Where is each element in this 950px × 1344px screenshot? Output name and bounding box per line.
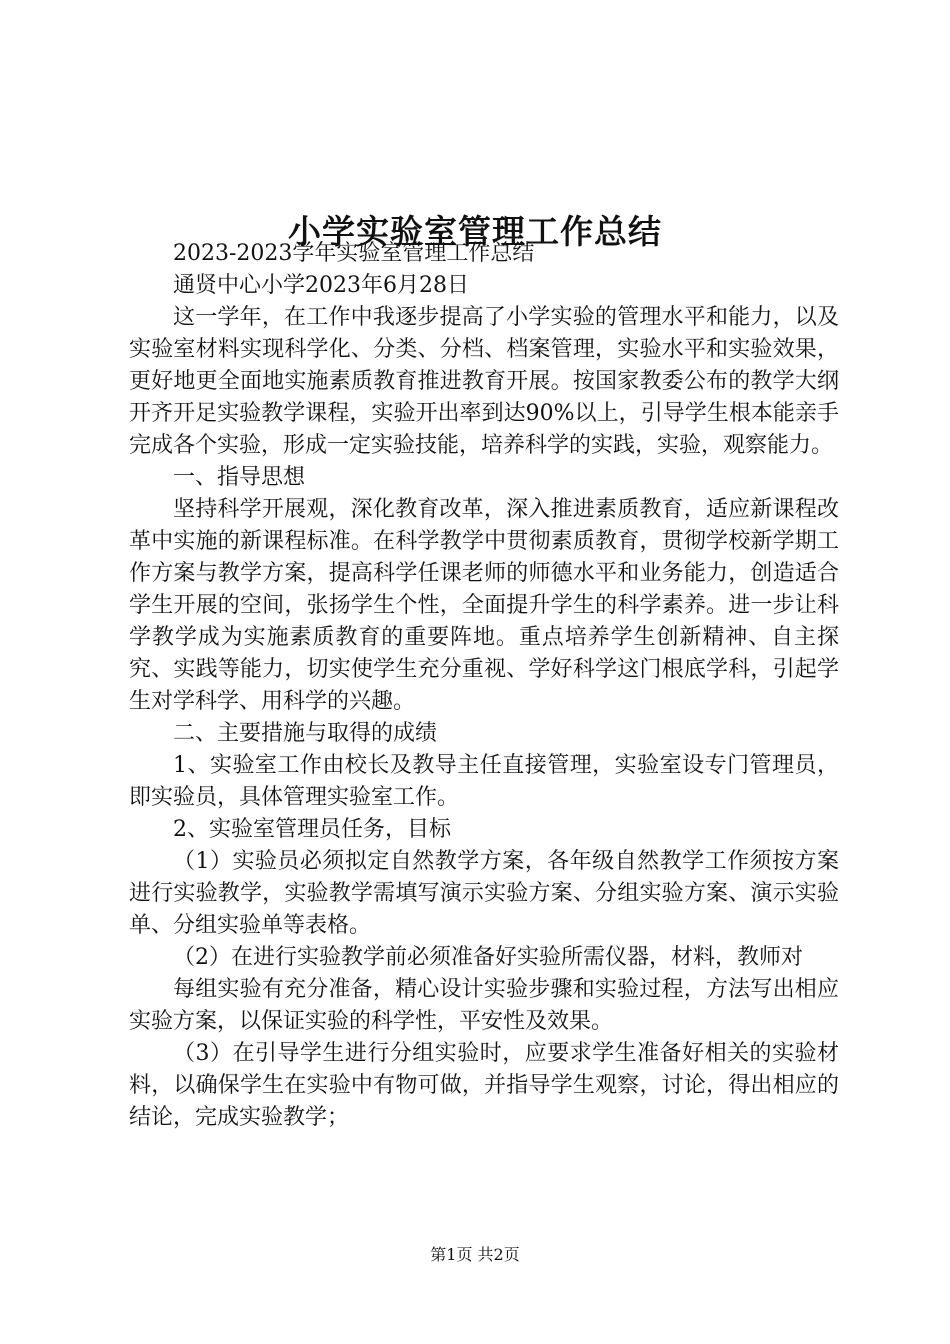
intro-paragraph: 这一学年，在工作中我逐步提高了小学实验的管理水平和能力，以及实验室材料实现科学化、分类、分档、档案管理，实验水平和实验效果，更好地更全面地实施素质教育推进教育开展。按国家教委公布的教学大纲开齐开足实验教学课程，实验开出率到达90%以上，引导学生根本能亲手完成各个实验，形成一定实验技能，培养科学的实践，实验，观察能力。 [129, 305, 839, 458]
task-2-paragraph: （2）在进行实验教学前必须准备好实验所需仪器，材料，教师对 [173, 945, 803, 970]
section-heading-main-measures: 二、主要措施与取得的成绩 [173, 721, 438, 746]
section-heading-guiding-ideology: 一、指导思想 [173, 465, 306, 490]
task-2-continued-paragraph: 每组实验有充分准备，精心设计实验步骤和实验过程，方法写出相应实验方案，以保证实验的科学性，平安性及效果。 [129, 977, 839, 1034]
page-number-footer: 第1页 共2页 [430, 1245, 520, 1264]
school-date-line: 通贤中心小学2023年6月28日 [173, 273, 469, 298]
measure-2-heading: 2、实验室管理员任务，目标 [173, 817, 451, 842]
task-3-paragraph: （3）在引导学生进行分组实验时，应要求学生准备好相关的实验材料，以确保学生在实验中有物可做，并指导学生观察，讨论，得出相应的结论，完成实验教学； [129, 1041, 839, 1130]
page-title: 小学实验室管理工作总结 [288, 212, 662, 252]
subtitle-paragraph: 2023-2023学年实验室管理工作总结 [173, 241, 535, 266]
task-1-paragraph: （1）实验员必须拟定自然教学方案，各年级自然教学工作须按方案进行实验教学，实验教学需填写演示实验方案、分组实验方案、演示实验单、分组实验单等表格。 [129, 849, 839, 938]
document-body [129, 238, 839, 1134]
measure-1-paragraph: 1、实验室工作由校长及教导主任直接管理，实验室设专门管理员，即实验员，具体管理实验室工作。 [129, 753, 839, 810]
guiding-ideology-paragraph: 坚持科学开展观，深化教育改革，深入推进素质教育，适应新课程改革中实施的新课程标准。在科学教学中贯彻素质教育，贯彻学校新学期工作方案与教学方案，提高科学任课老师的师德水平和业务能力，创造适合学生开展的空间，张扬学生个性，全面提升学生的科学素养。进一步让科学教学成为实施素质教育的重要阵地。重点培养学生创新精神、自主探究、实践等能力，切实使学生充分重视、学好科学这门根底学科，引起学生对学科学、用科学的兴趣。 [129, 497, 839, 714]
